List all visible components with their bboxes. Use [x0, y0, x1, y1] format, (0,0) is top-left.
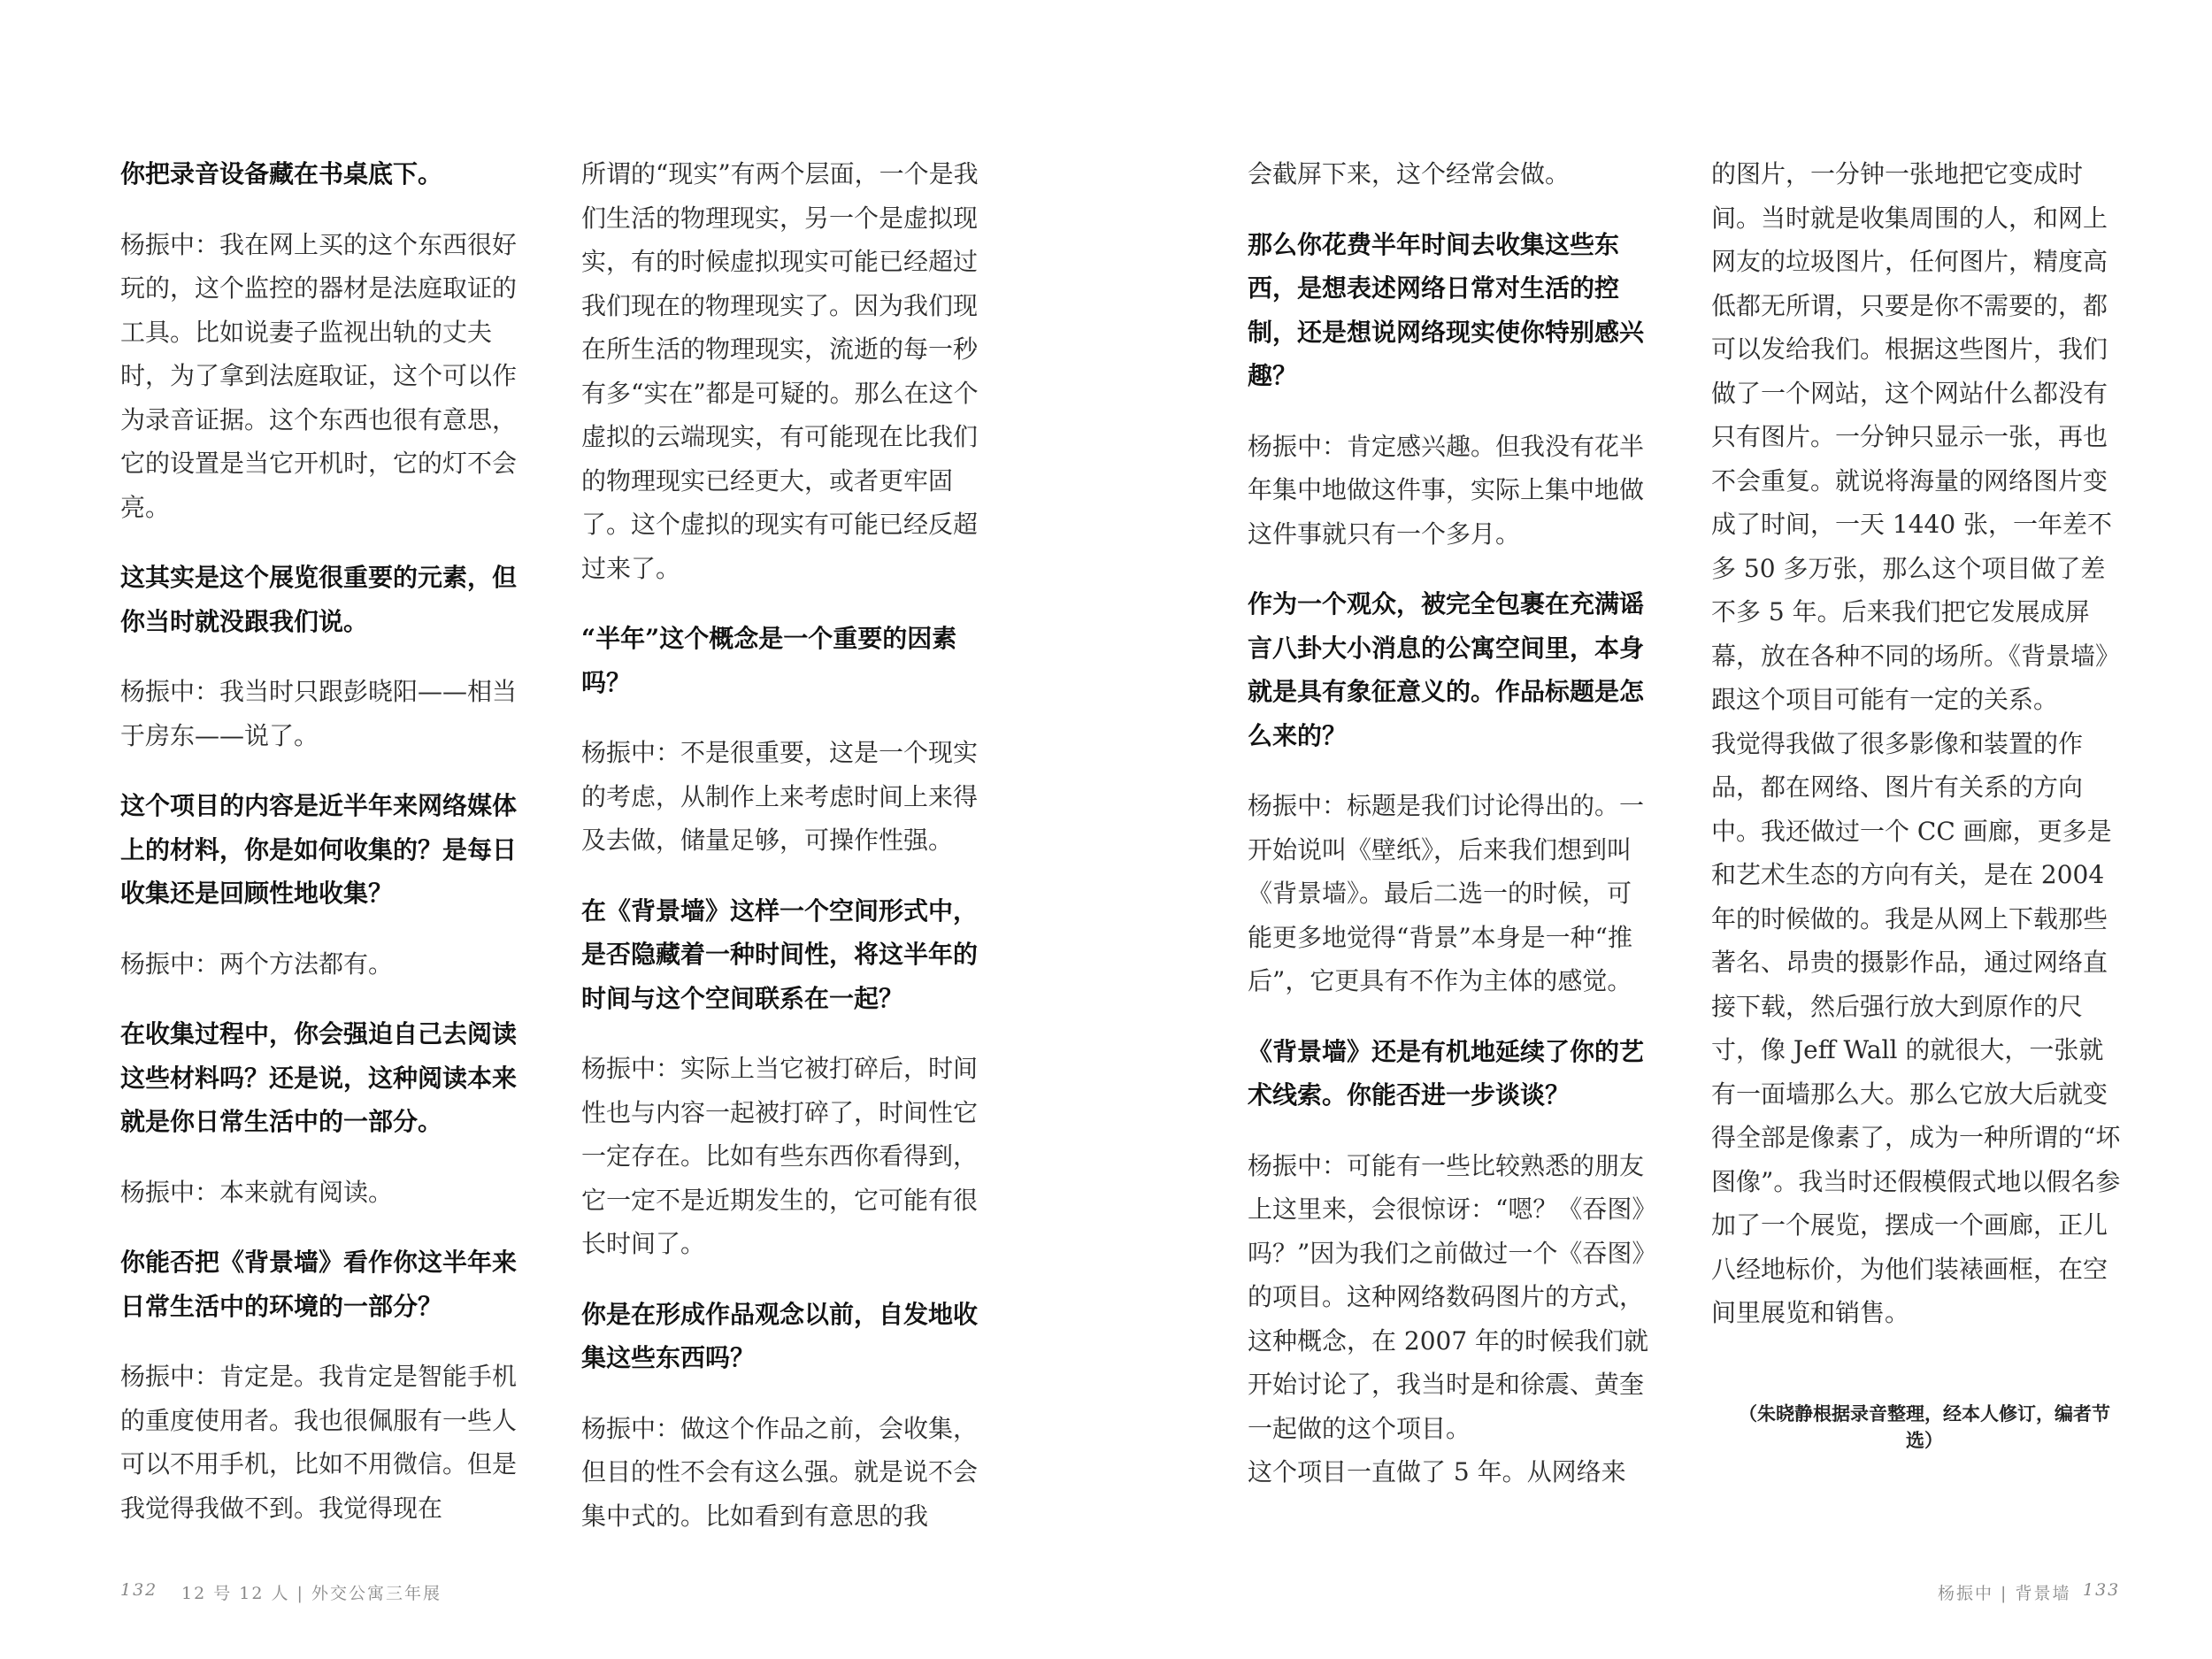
column-4 — [1711, 152, 2122, 1362]
editor-credit: （朱晓静根据录音整理，经本人修订，编者节选） — [1739, 1403, 2110, 1451]
interview-answer: 杨振中：我当时只跟彭晓阳——相当于房东——说了。 — [120, 677, 518, 750]
right-page-number: 133 — [2083, 1580, 2121, 1600]
interview-answer: 杨振中：肯定是。我肯定是智能手机的重度使用者。我也很佩服有一些人可以不用手机，比如不用微信。但是我觉得我做不到。我觉得现在 — [120, 1362, 518, 1523]
right-running-title: 杨振中 | 背景墙 — [1938, 1584, 2071, 1603]
interview-answer: 杨振中：实际上当它被打碎后，时间性也与内容一起被打碎了，时间性它一定存在。比如有些东西你看得到，它一定不是近期发生的，它可能有很长时间了。 — [581, 1054, 979, 1258]
interview-question: 这个项目的内容是近半年来网络媒体上的材料，你是如何收集的？是每日收集还是回顾性地收集？ — [120, 791, 518, 908]
interview-question: 你能否把《背景墙》看作你这半年来日常生活中的环境的一部分？ — [120, 1248, 518, 1321]
interview-answer: 杨振中：本来就有阅读。 — [120, 1177, 394, 1207]
interview-question: 作为一个观众，被完全包裹在充满谣言八卦大小消息的公寓空间里，本身就是具有象征意义的。作品标题是怎么来的？ — [1248, 589, 1645, 750]
column-3 — [1248, 152, 1655, 1521]
interview-question: 《背景墙》还是有机地延续了你的艺术线索。你能否进一步谈谈？ — [1248, 1036, 1645, 1110]
interview-answer: 杨振中：两个方法都有。 — [120, 949, 394, 979]
interview-answer: 杨振中：肯定感兴趣。但我没有花半年集中地做这件事，实际上集中地做这件事就只有一个多月。 — [1248, 431, 1645, 549]
interview-question: 那么你花费半年时间去收集这些东西，是想表述网络日常对生活的控制，还是想说网络现实使你特别感兴趣？ — [1248, 229, 1645, 390]
left-running-title: 12 号 12 人 | 外交公寓三年展 — [181, 1584, 442, 1603]
interview-question: 在收集过程中，你会强迫自己去阅读这些材料吗？还是说，这种阅读本来就是你日常生活中的一部分。 — [120, 1019, 518, 1136]
interview-question: 你把录音设备藏在书桌底下。 — [120, 159, 443, 188]
interview-answer: 的图片，一分钟一张地把它变成时间。当时就是收集周围的人，和网上网友的垃圾图片，任何图片，精度高低都无所谓，只要是你不需要的，都可以发给我们。根据这些图片，我们做了一个网站，这个网站什么都没有只有图片。一分钟只显示一张，再也不会重复。就说将海量的网络图片变成了时间，一天 1440 张，一年差不多 50 多万张，那么这个项目做了差不多 5 年。后来我们把它发展成屏幕，放在各种不同的场所。《背景墙》跟这个项目可能有一定的关系。 — [1711, 159, 2121, 714]
interview-answer: 杨振中：不是很重要，这是一个现实的考虑，从制作上来考虑时间上来得及去做，储量足够，可操作性强。 — [581, 738, 979, 855]
interview-answer: 杨振中：可能有一些比较熟悉的朋友上这里来，会很惊讶：“嗯？《吞图》吗？”因为我们之前做过一个《吞图》的项目。这种网络数码图片的方式，这种概念，在 2007 年的时候我们就开始讨论了，我当时是和徐震、黄奎一起做的这个项目。 — [1248, 1150, 1649, 1443]
interview-answer: 杨振中：我在网上买的这个东西很好玩的，这个监控的器材是法庭取证的工具。比如说妻子监视出轨的丈夫时，为了拿到法庭取证，这个可以作为录音证据。这个东西也很有意思，它的设置是当它开机时，它的灯不会亮。 — [120, 229, 518, 522]
interview-question: “半年”这个概念是一个重要的因素吗？ — [581, 624, 957, 697]
interview-answer: 会截屏下来，这个经常会做。 — [1248, 159, 1571, 188]
interview-question: 在《背景墙》这样一个空间形式中，是否隐藏着一种时间性，将这半年的时间与这个空间联系在一起？ — [581, 895, 979, 1013]
column-2 — [581, 152, 988, 1564]
interview-answer: 这个项目一直做了 5 年。从网络来 — [1248, 1457, 1626, 1486]
interview-question: 你是在形成作品观念以前，自发地收集这些东西吗？ — [581, 1299, 979, 1372]
left-page-number: 132 — [120, 1580, 158, 1600]
interview-answer: 所谓的“现实”有两个层面，一个是我们生活的物理现实，另一个是虚拟现实，有的时候虚拟现实可能已经超过我们现在的物理现实了。因为我们现在所生活的物理现实，流逝的每一秒有多“实在”都是可疑的。那么在这个虚拟的云端现实，有可能现在比我们的物理现实已经更大，或者更牢固了。这个虚拟的现实有可能已经反超过来了。 — [581, 159, 979, 583]
interview-answer: 杨振中：标题是我们讨论得出的。一开始说叫《壁纸》，后来我们想到叫《背景墙》。最后二选一的时候，可能更多地觉得“背景”本身是一种“推后”，它更具有不作为主体的感觉。 — [1248, 791, 1645, 995]
column-1 — [120, 152, 527, 1556]
interview-answer: 我觉得我做了很多影像和装置的作品，都在网络、图片有关系的方向中。我还做过一个 CC 画廊，更多是和艺术生态的方向有关，是在 2004 年的时候做的。我是从网上下载那些著名、昂贵的摄影作品，通过网络直接下载，然后强行放大到原作的尺寸，像 Jeff Wall 的就很大，一张就有一面墙那么大。那么它放大后就变得全部是像素了，成为一种所谓的“坏图像”。我当时还假模假式地以假名参加了一个展览，摆成一个画廊，正儿八经地标价，为他们装裱画框，在空间里展览和销售。 — [1711, 728, 2121, 1327]
interview-question: 这其实是这个展览很重要的元素，但你当时就没跟我们说。 — [120, 563, 518, 636]
interview-answer: 杨振中：做这个作品之前，会收集，但目的性不会有这么强。就是说不会集中式的。比如看到有意思的我 — [581, 1413, 979, 1531]
